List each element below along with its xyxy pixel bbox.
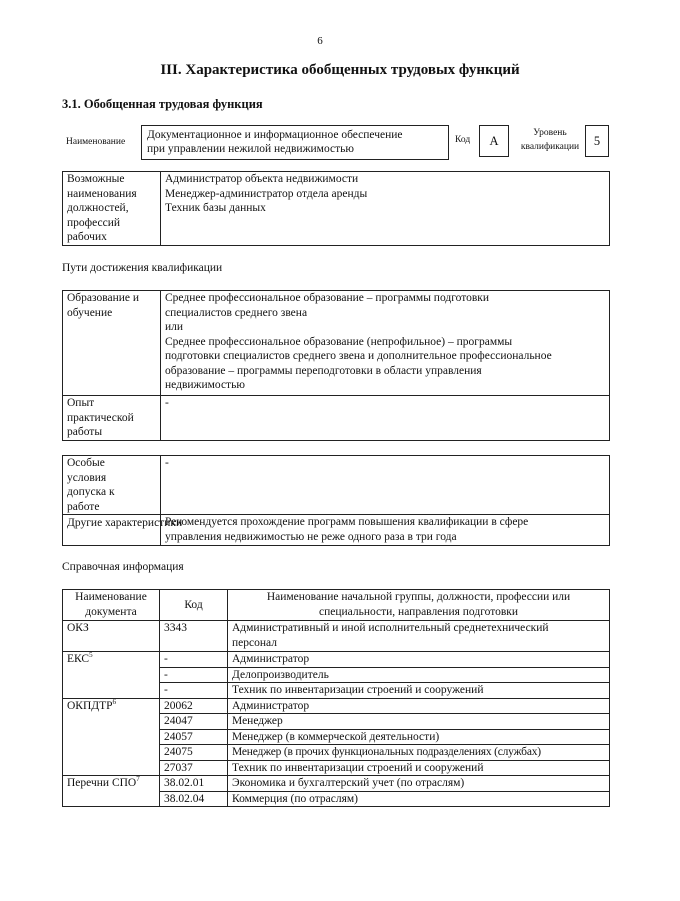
row-code: 38.02.04: [160, 791, 228, 807]
table-row: [63, 652, 610, 668]
level-value: 5: [593, 134, 601, 148]
education-label: Образование и обучение: [63, 291, 161, 396]
okz-name: Административный и иной исполнительный среднетехнический персонал: [228, 621, 610, 652]
row-name: Экономика и бухгалтерский учет (по отраслям): [228, 776, 610, 792]
row-code: 20062: [160, 698, 228, 714]
level-box: [585, 125, 609, 157]
okz-code: 3343: [160, 621, 228, 652]
ref-heading: Справочная информация: [62, 561, 184, 573]
row-code: 24047: [160, 714, 228, 730]
position-item: Техник базы данных: [165, 202, 266, 214]
ref-header-name: Наименование начальной группы, должности, профессии или специальности, направления подготовки: [228, 590, 610, 621]
table-row: [63, 698, 610, 714]
code-label: Код: [455, 135, 471, 145]
ref-header-code: Код: [160, 590, 228, 621]
conditions-table: [62, 455, 610, 546]
row-code: -: [160, 652, 228, 668]
row-name: Менеджер (в коммерческой деятельности): [228, 729, 610, 745]
table-row: [63, 776, 610, 792]
positions-label: Возможные наименования должностей, профессий рабочих: [63, 172, 161, 246]
position-item: Менеджер-администратор отдела аренды: [165, 187, 368, 200]
code-value: А: [489, 134, 499, 148]
education-table: [62, 290, 610, 441]
level-label-line2: квалификации: [520, 142, 580, 152]
reference-table: [62, 589, 610, 807]
education-value: Среднее профессиональное образование – программы подготовки специалистов среднего звена или Среднее профессиональное образование (непрофильное) – программы подготовки специалистов среднего звена и дополнительное профессиональное образование – программы переподготовки в области управления недвижимостью: [161, 291, 610, 396]
row-name: Администратор: [228, 698, 610, 714]
positions-table: [62, 171, 610, 246]
other-value: Рекомендуется прохождение программ повышения квалификации в сфере управления недвижимостью не реже одного раза в три года: [161, 515, 610, 546]
name-label: Наименование: [66, 137, 126, 147]
experience-label: Опыт практической работы: [63, 396, 161, 441]
ref-header-doc: Наименование документа: [63, 590, 160, 621]
positions-values: [161, 172, 610, 246]
row-code: 38.02.01: [160, 776, 228, 792]
row-code: 24075: [160, 745, 228, 761]
row-name: Коммерция (по отраслям): [228, 791, 610, 807]
row-code: 24057: [160, 729, 228, 745]
level-label-line1: Уровень: [533, 128, 567, 138]
row-code: 27037: [160, 760, 228, 776]
row-name: Менеджер (в прочих функциональных подразделениях (службах): [228, 745, 610, 761]
eks-doc: ЕКС$^5$: [63, 652, 160, 699]
special-conditions-value: -: [161, 456, 610, 515]
row-name: Техник по инвентаризации строений и сооружений: [228, 760, 610, 776]
okz-doc: ОКЗ: [63, 621, 160, 652]
row-name: Администратор: [228, 652, 610, 668]
row-code: -: [160, 667, 228, 683]
row-name: Делопроизводитель: [228, 667, 610, 683]
subsection-title: 3.1. Обобщенная трудовая функция: [62, 97, 263, 111]
position-item: Администратор объекта недвижимости: [165, 173, 359, 185]
function-name-line1: Документационное и информационное обеспечение: [147, 129, 403, 141]
other-label: Другие характеристики: [63, 515, 161, 546]
paths-heading: Пути достижения квалификации: [62, 262, 223, 274]
row-name: Техник по инвентаризации строений и сооружений: [228, 683, 610, 699]
special-conditions-label: Особые условия допуска к работе: [63, 456, 161, 515]
row-name: Менеджер: [228, 714, 610, 730]
spo-doc: Перечни СПО$^7$: [63, 776, 160, 807]
table-row: [63, 621, 610, 652]
row-code: -: [160, 683, 228, 699]
experience-value: -: [161, 396, 610, 441]
code-box: [479, 125, 509, 157]
page-number: 6: [317, 35, 323, 47]
section-title: III. Характеристика обобщенных трудовых функций: [160, 62, 520, 78]
function-name-box: [141, 125, 449, 160]
okpdtr-doc: ОКПДТР$^6$: [63, 698, 160, 776]
function-name-line2: при управлении нежилой недвижимостью: [147, 143, 354, 155]
